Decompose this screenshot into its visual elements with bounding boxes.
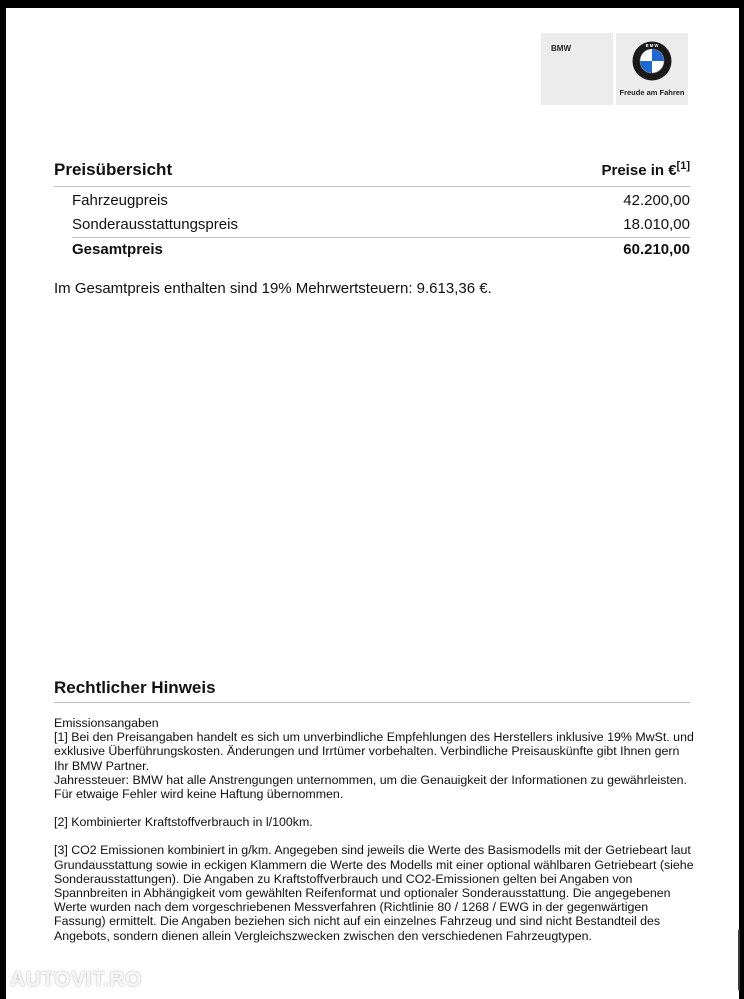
price-overview-header [54, 158, 690, 187]
price-row-value: 42.200,00 [623, 192, 690, 209]
currency-label: Preise in €[1] [601, 160, 690, 179]
price-row-vehicle [72, 189, 690, 213]
svg-text:B M W: B M W [645, 43, 659, 49]
legal-notice-body [54, 716, 694, 943]
bmw-roundel-icon [632, 41, 672, 81]
price-row-total [72, 238, 690, 262]
legal-paragraph: [2] Kombinierter Kraftstoffverbrauch in l/100km. [54, 815, 313, 830]
scrollbar[interactable] [738, 930, 740, 990]
price-row-label: Gesamtpreis [72, 241, 163, 258]
price-row-label: Sonderausstattungspreis [72, 216, 238, 233]
legal-notice-title: Rechtlicher Hinweis [54, 678, 216, 697]
price-row-value: 18.010,00 [623, 216, 690, 233]
legal-paragraph: [3] CO2 Emissionen kombiniert in g/km. Angegeben sind jeweils die Werte des Basismodells mit der Getriebeart laut Grundausstattung sowie in eckigen Klammern die Werte des Modells mit einer optional wählbaren Getriebeart (siehe Sonderausstattungen). Die Angaben zu Kraftstoffverbrauch und CO2-Emissionen gelten bei Angaben von Spannbreiten in Abhängigkeit vom gewählten Reifenformat und optionaler Sonderausstattung. Die angegebenen Werte wurden nach dem vorgeschriebenen Messverfahren (Richtlinie 80 / 1268 / EWG in der gegenwärtigen Fassung) ermittelt. Die Angaben beziehen sich nicht auf ein einzelnes Fahrzeug und sind nicht Bestandteil des Angebots, sondern dienen allein Vergleichszwecken zwischen den verschiedenen Fahrzeugtypen. [54, 843, 694, 943]
logo-slogan: Freude am Fahren [619, 88, 685, 97]
document-page [6, 8, 739, 999]
brand-name: BMW [551, 44, 571, 53]
price-row-value: 60.210,00 [623, 241, 690, 258]
brand-box [541, 33, 613, 105]
price-overview-title: Preisübersicht [54, 160, 173, 179]
footnote-ref: [1] [676, 160, 690, 172]
price-row-options [72, 213, 690, 238]
watermark: AUTOVIT.RO [10, 968, 142, 991]
legal-paragraph: Jahressteuer: BMW hat alle Anstrengungen unternommen, um die Genauigkeit der Informationen zu gewährleisten. Für etwaige Fehler wird keine Haftung übernommen. [54, 772, 687, 802]
legal-notice-header [54, 676, 690, 703]
legal-paragraph: Emissionsangaben [54, 716, 159, 730]
vat-note: Im Gesamtpreis enthalten sind 19% Mehrwertsteuern: 9.613,36 €. [54, 280, 492, 297]
bmw-logo-box [616, 33, 688, 105]
price-row-label: Fahrzeugpreis [72, 192, 168, 209]
legal-paragraph: [1] Bei den Preisangaben handelt es sich um unverbindliche Empfehlungen des Herstellers inklusive 19% MwSt. und exklusive Überführungskosten. Änderungen und Irrtümer vorbehalten. Verbindliche Preisauskünfte gibt Ihnen gern Ihr BMW Partner. [54, 730, 694, 773]
